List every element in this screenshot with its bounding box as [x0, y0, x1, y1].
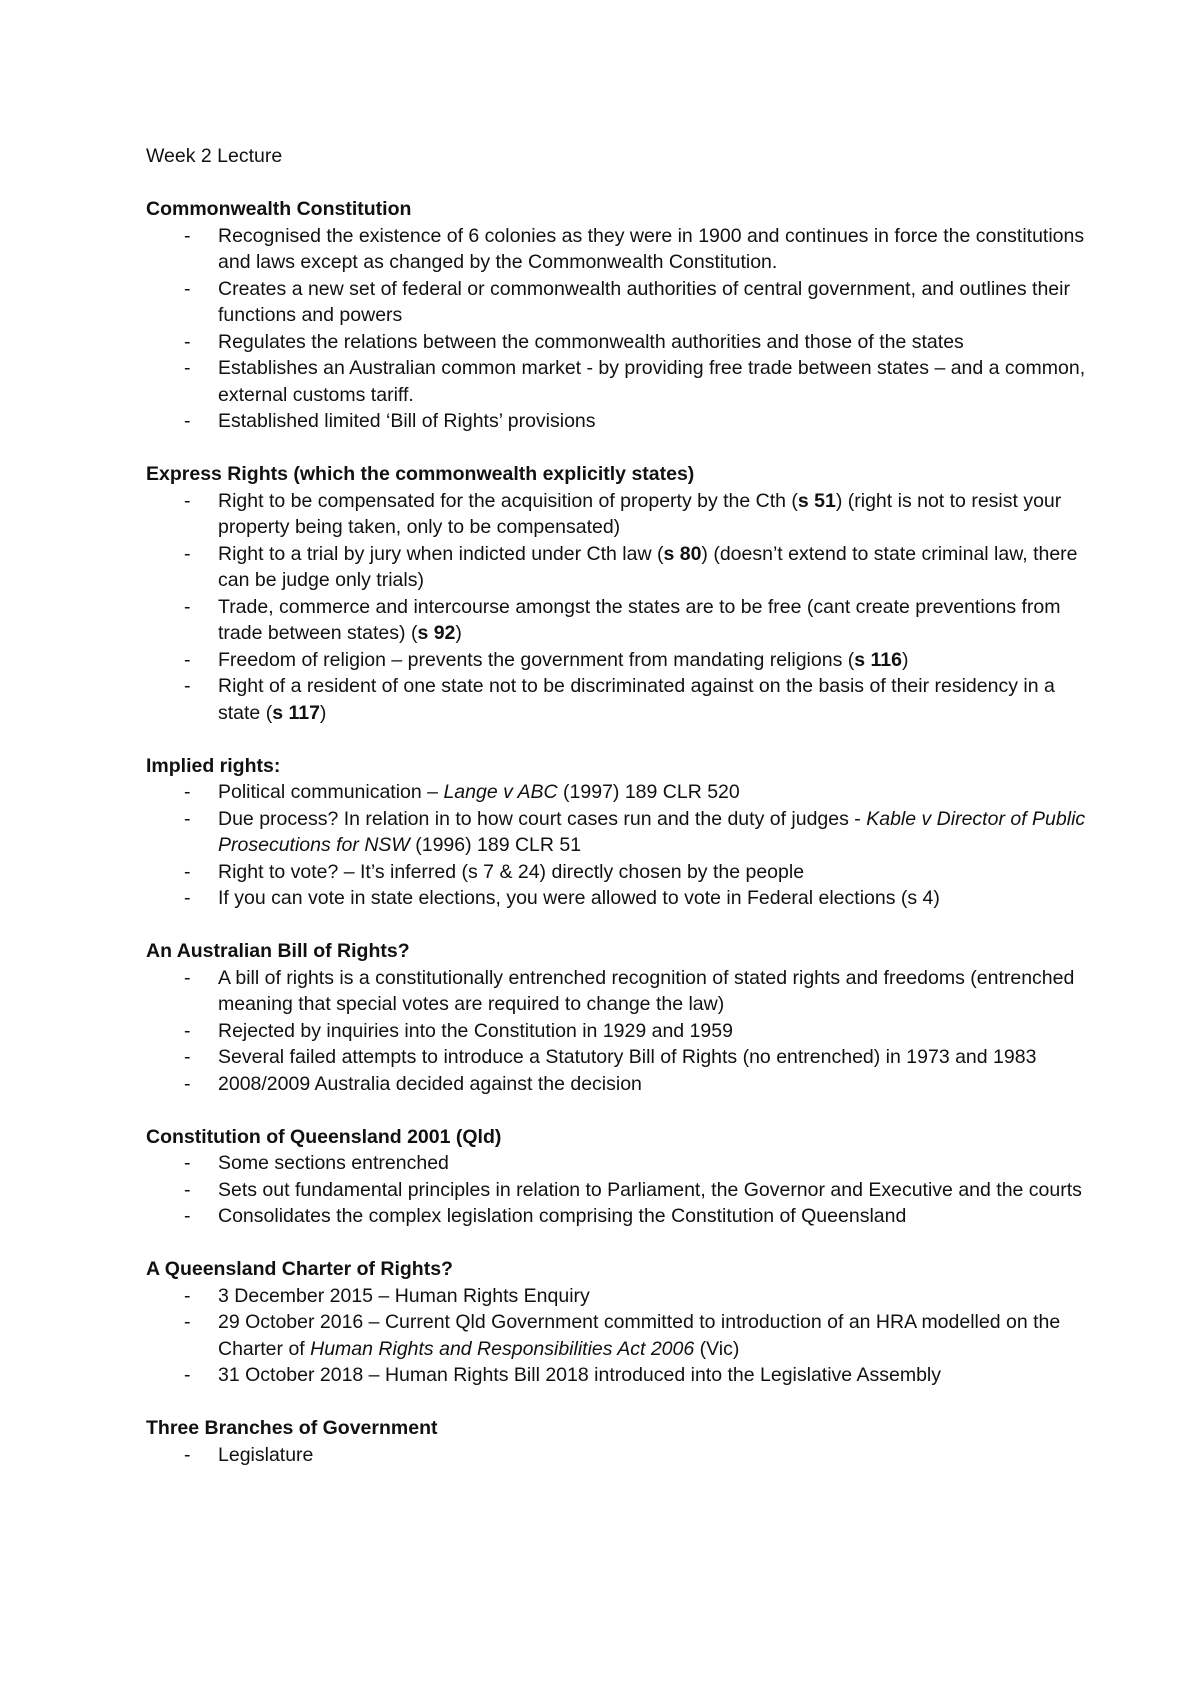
bullet-item [146, 1071, 1086, 1098]
section-heading: Implied rights: [146, 754, 281, 777]
dash-bullet-icon: - [184, 1046, 191, 1068]
bullet-item [146, 965, 1086, 1018]
bullet-text: (Vic) [694, 1337, 740, 1360]
bullet-item [146, 594, 1086, 647]
bullet-item [146, 1044, 1086, 1071]
section [146, 1124, 1086, 1230]
section [146, 753, 1086, 912]
section [146, 938, 1086, 1097]
section-heading: A Queensland Charter of Rights? [146, 1258, 453, 1280]
dash-bullet-icon: - [184, 887, 191, 909]
bullet-text: Regulates the relations between the commonwealth authorities and those of the states [218, 330, 964, 353]
bullet-text: Rejected by inquiries into the Constitution in 1929 and 1959 [218, 1019, 733, 1042]
bullet-text: 3 December 2015 – Human Rights Enquiry [218, 1284, 590, 1307]
bullet-item [146, 329, 1086, 356]
bullet-text: Some sections entrenched [218, 1152, 449, 1174]
bullet-list [146, 1442, 1086, 1469]
dash-bullet-icon: - [184, 1311, 191, 1333]
bullet-item [146, 1203, 1086, 1230]
section-heading: An Australian Bill of Rights? [146, 940, 410, 962]
bullet-text: If you can vote in state elections, you were allowed to vote in Federal elections (s 4) [218, 887, 940, 909]
section-heading: Commonwealth Constitution [146, 198, 412, 220]
bullet-list [146, 779, 1086, 912]
bullet-text: Several failed attempts to introduce a Statutory Bill of Rights (no entrenched) in 1973 and 1983 [218, 1046, 1037, 1068]
dash-bullet-icon: - [184, 595, 191, 618]
bullet-text: Established limited ‘Bill of Rights’ provisions [218, 410, 596, 432]
bullet-text: ) [319, 701, 327, 724]
bullet-text: A bill of rights is a constitutionally entrenched recognition of stated rights and freedoms (entrenched meaning that special votes are required to change the law) [218, 966, 1075, 1015]
dash-bullet-icon: - [184, 1178, 191, 1201]
dash-bullet-icon: - [184, 1205, 191, 1227]
dash-bullet-icon: - [184, 542, 191, 565]
dash-bullet-icon: - [184, 489, 191, 512]
document-content [146, 143, 1086, 1495]
bullet-text: Right to be compensated for the acquisition of property by the Cth ( [218, 489, 798, 512]
bullet-text: Legislature [218, 1443, 314, 1466]
bullet-item [146, 408, 1086, 435]
section-reference: s 116 [854, 648, 902, 671]
bullet-text: Right of a resident of one state not to be discriminated against on the basis of their residency in a state ( [218, 675, 1055, 724]
bullet-text: Establishes an Australian common market - by providing free trade between states – and a common, external customs tariff. [218, 357, 1086, 406]
bullet-item [146, 885, 1086, 912]
bullet-text: Trade, commerce and intercourse amongst the states are to be free (cant create preventions from trade between states) ( [218, 595, 1061, 644]
bullet-text: Right to a trial by jury when indicted under Cth law ( [218, 542, 664, 565]
section [146, 1415, 1086, 1468]
bullet-text: 29 October 2016 – Current Qld Government committed to introduction of an HRA modelled on the Charter of [218, 1311, 1061, 1360]
case-citation: Kable v Director of Public Prosecutions for NSW [218, 807, 1086, 856]
section-heading: Express Rights (which the commonwealth explicitly states) [146, 463, 695, 485]
bullet-text: ) (doesn’t extend to state criminal law, there can be judge only trials) [218, 542, 1078, 591]
bullet-text: ) (right is not to resist your property being taken, only to be compensated) [218, 489, 1062, 538]
bullet-item [146, 1177, 1086, 1204]
dash-bullet-icon: - [184, 224, 191, 247]
bullet-text: Sets out fundamental principles in relation to Parliament, the Governor and Executive and the courts [218, 1178, 1082, 1201]
bullet-text: (1996) 189 CLR 51 [409, 834, 582, 856]
dash-bullet-icon: - [184, 410, 191, 432]
case-citation: Human Rights and Responsibilities Act 2006 [310, 1337, 695, 1360]
case-citation: Lange v ABC [443, 781, 558, 803]
bullet-text: ) [901, 648, 909, 671]
bullet-text: Recognised the existence of 6 colonies as they were in 1900 and continues in force the constitutions and laws except as changed by the Commonwealth Constitution. [218, 224, 1085, 273]
bullet-list [146, 1150, 1086, 1230]
dash-bullet-icon: - [184, 1019, 191, 1042]
bullet-list [146, 965, 1086, 1098]
bullet-text: Political communication – [218, 781, 444, 803]
dash-bullet-icon: - [184, 357, 191, 379]
dash-bullet-icon: - [184, 330, 191, 353]
bullet-text: Due process? In relation in to how court cases run and the duty of judges - [218, 807, 867, 830]
dash-bullet-icon: - [184, 277, 191, 300]
dash-bullet-icon: - [184, 648, 191, 671]
bullet-item [146, 541, 1086, 594]
bullet-list [146, 488, 1086, 727]
dash-bullet-icon: - [184, 1152, 191, 1174]
bullet-text: 31 October 2018 – Human Rights Bill 2018 introduced into the Legislative Assembly [218, 1364, 942, 1386]
bullet-item [146, 1309, 1086, 1362]
section [146, 1256, 1086, 1389]
bullet-item [146, 1018, 1086, 1045]
bullet-item [146, 673, 1086, 726]
bullet-item [146, 806, 1086, 859]
bullet-text: Consolidates the complex legislation comprising the Constitution of Queensland [218, 1205, 907, 1227]
bullet-item [146, 488, 1086, 541]
bullet-text: ) [455, 622, 462, 644]
dash-bullet-icon: - [184, 1364, 191, 1386]
section [146, 196, 1086, 435]
section-reference: s 117 [272, 701, 320, 724]
bullet-item [146, 779, 1086, 806]
bullet-item [146, 355, 1086, 408]
bullet-list [146, 1283, 1086, 1389]
section-reference: s 80 [663, 542, 702, 565]
bullet-text: Freedom of religion – prevents the government from mandating religions ( [218, 648, 855, 671]
bullet-item [146, 276, 1086, 329]
bullet-item [146, 647, 1086, 674]
dash-bullet-icon: - [184, 781, 191, 803]
bullet-text: Right to vote? – It’s inferred (s 7 & 24) directly chosen by the people [218, 860, 805, 883]
section-heading: Constitution of Queensland 2001 (Qld) [146, 1125, 502, 1148]
dash-bullet-icon: - [184, 1072, 191, 1095]
bullet-item [146, 1442, 1086, 1469]
bullet-item [146, 1362, 1086, 1389]
bullet-item [146, 223, 1086, 276]
dash-bullet-icon: - [184, 675, 191, 697]
section-reference: s 51 [797, 489, 836, 512]
bullet-list [146, 223, 1086, 435]
dash-bullet-icon: - [184, 966, 191, 989]
bullet-text: Creates a new set of federal or commonwealth authorities of central government, and outlines their functions and powers [218, 277, 1070, 326]
section [146, 461, 1086, 726]
dash-bullet-icon: - [184, 807, 191, 830]
dash-bullet-icon: - [184, 1284, 191, 1307]
dash-bullet-icon: - [184, 860, 191, 883]
bullet-text: (1997) 189 CLR 520 [557, 781, 740, 803]
bullet-item [146, 859, 1086, 886]
section-heading: Three Branches of Government [146, 1417, 438, 1439]
bullet-text: 2008/2009 Australia decided against the decision [218, 1072, 642, 1095]
section-reference: s 92 [417, 622, 456, 644]
page-title: Week 2 Lecture [146, 145, 283, 167]
dash-bullet-icon: - [184, 1443, 191, 1466]
bullet-item [146, 1150, 1086, 1177]
sections-container [146, 196, 1086, 1468]
bullet-item [146, 1283, 1086, 1310]
